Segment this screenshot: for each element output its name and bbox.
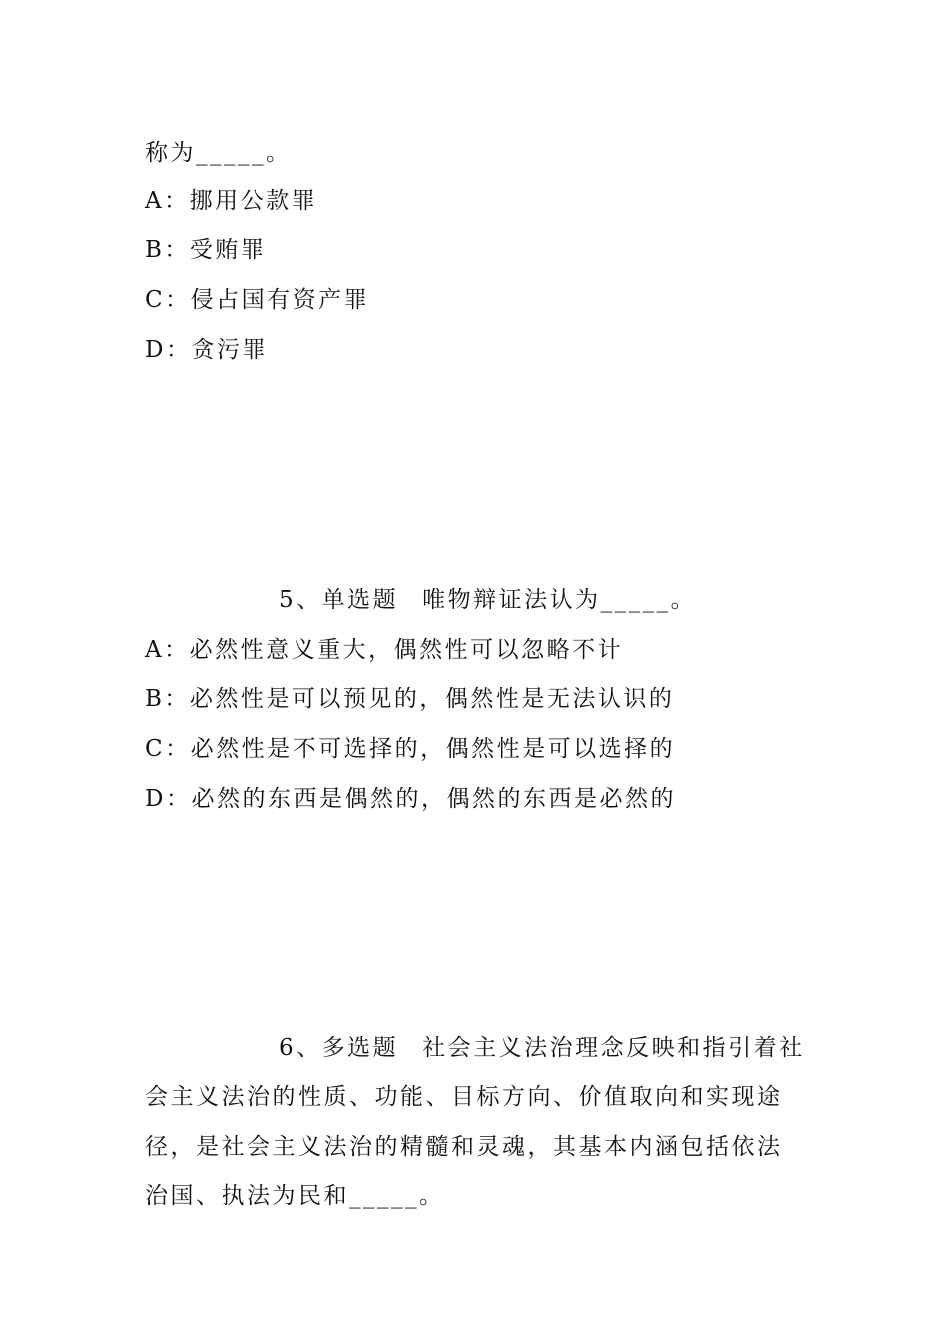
- q4-option-b: B：受贿罪: [145, 237, 267, 263]
- q6-header: [145, 1033, 805, 1063]
- q5-stem: 唯物辩证法认为_____。: [422, 587, 697, 613]
- q5-option-c: C：必然性是不可选择的，偶然性是可以选择的: [145, 736, 676, 762]
- q6-stem-line-3: 径，是社会主义法治的精髓和灵魂，其基本内涵包括依法: [145, 1134, 783, 1160]
- q6-stem-line-2: 会主义法治的性质、功能、目标方向、价值取向和实现途: [145, 1084, 783, 1110]
- q5-number: 5、单选题: [279, 587, 399, 613]
- q5-header: [145, 585, 696, 615]
- q5-option-d: D：必然的东西是偶然的，偶然的东西是必然的: [145, 786, 676, 812]
- q4-option-c: C：侵占国有资产罪: [145, 287, 370, 313]
- q6-number: 6、多选题: [279, 1035, 399, 1061]
- q4-option-d: D：贪污罪: [145, 337, 268, 363]
- q4-option-a: A：挪用公款罪: [145, 188, 318, 214]
- q5-option-b: B：必然性是可以预见的，偶然性是无法认识的: [145, 686, 675, 712]
- q6-stem-line-4: 治国、执法为民和_____。: [145, 1183, 445, 1209]
- q4-stem-tail: 称为_____。: [145, 140, 292, 166]
- q6-stem-line-1: 社会主义法治理念反映和指引着社: [422, 1035, 805, 1061]
- q5-option-a: A：必然性意义重大，偶然性可以忽略不计: [145, 637, 624, 663]
